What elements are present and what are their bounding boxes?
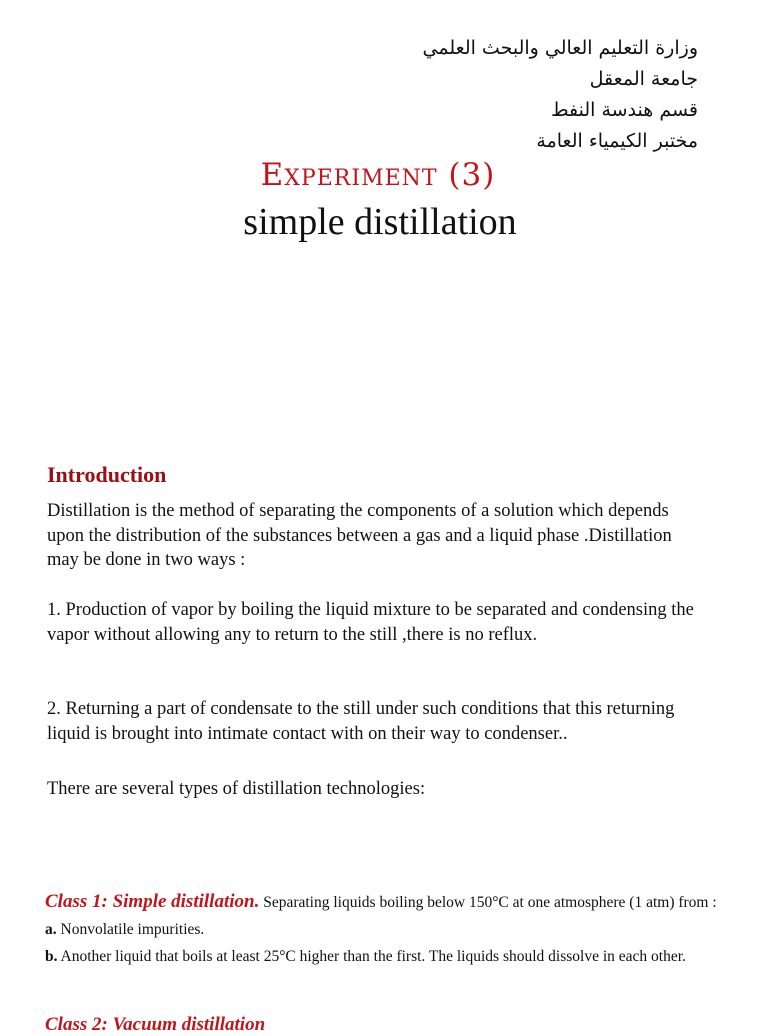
class-1-description [45, 892, 735, 913]
ministry-line: وزارة التعليم العالي والبحث العلمي [422, 37, 698, 59]
class-1-item-b [45, 947, 735, 967]
item-a-text: Nonvolatile impurities. [56, 921, 205, 938]
intro-point-2: 2. Returning a part of condensate to the still under such conditions that this returning liquid is brought into intimate contact with on their way to condenser.. [47, 699, 675, 744]
item-b-text: Another liquid that boils at least 25°C higher than the first. The liquids should dissolve in each other. [57, 948, 686, 965]
class-1-item-a [45, 920, 735, 940]
department-line: قسم هندسة النفط [550, 99, 698, 121]
intro-point-1: 1. Production of vapor by boiling the liquid mixture to be separated and condensing the vapor without allowing any to return to the still ,there is no reflux. [47, 600, 694, 645]
class-1-section [45, 892, 735, 974]
experiment-title: Experiment (3) [260, 157, 496, 193]
item-a-label: a. [45, 921, 57, 938]
class-2-title-cutoff: Class 2: Vacuum distillation [45, 1014, 266, 1035]
class-1-title: Class 1: Simple distillation. [45, 891, 260, 912]
intro-paragraph: Distillation is the method of separating the components of a solution which depends upon the distribution of the substances between a gas and a liquid phase .Distillation may be done in two ways : [47, 501, 672, 571]
types-lead-in: There are several types of distillation technologies: [47, 779, 426, 799]
introduction-heading: Introduction [47, 462, 167, 487]
university-line: جامعة المعقل [589, 68, 698, 90]
item-b-label: b. [45, 948, 58, 965]
class-1-desc-text: Separating liquids boiling below 150°C at one atmosphere (1 atm) from : [259, 894, 717, 911]
experiment-subtitle: simple distillation [243, 201, 517, 243]
ministry-header [423, 33, 698, 157]
lab-line: مختبر الكيمياء العامة [536, 130, 698, 152]
